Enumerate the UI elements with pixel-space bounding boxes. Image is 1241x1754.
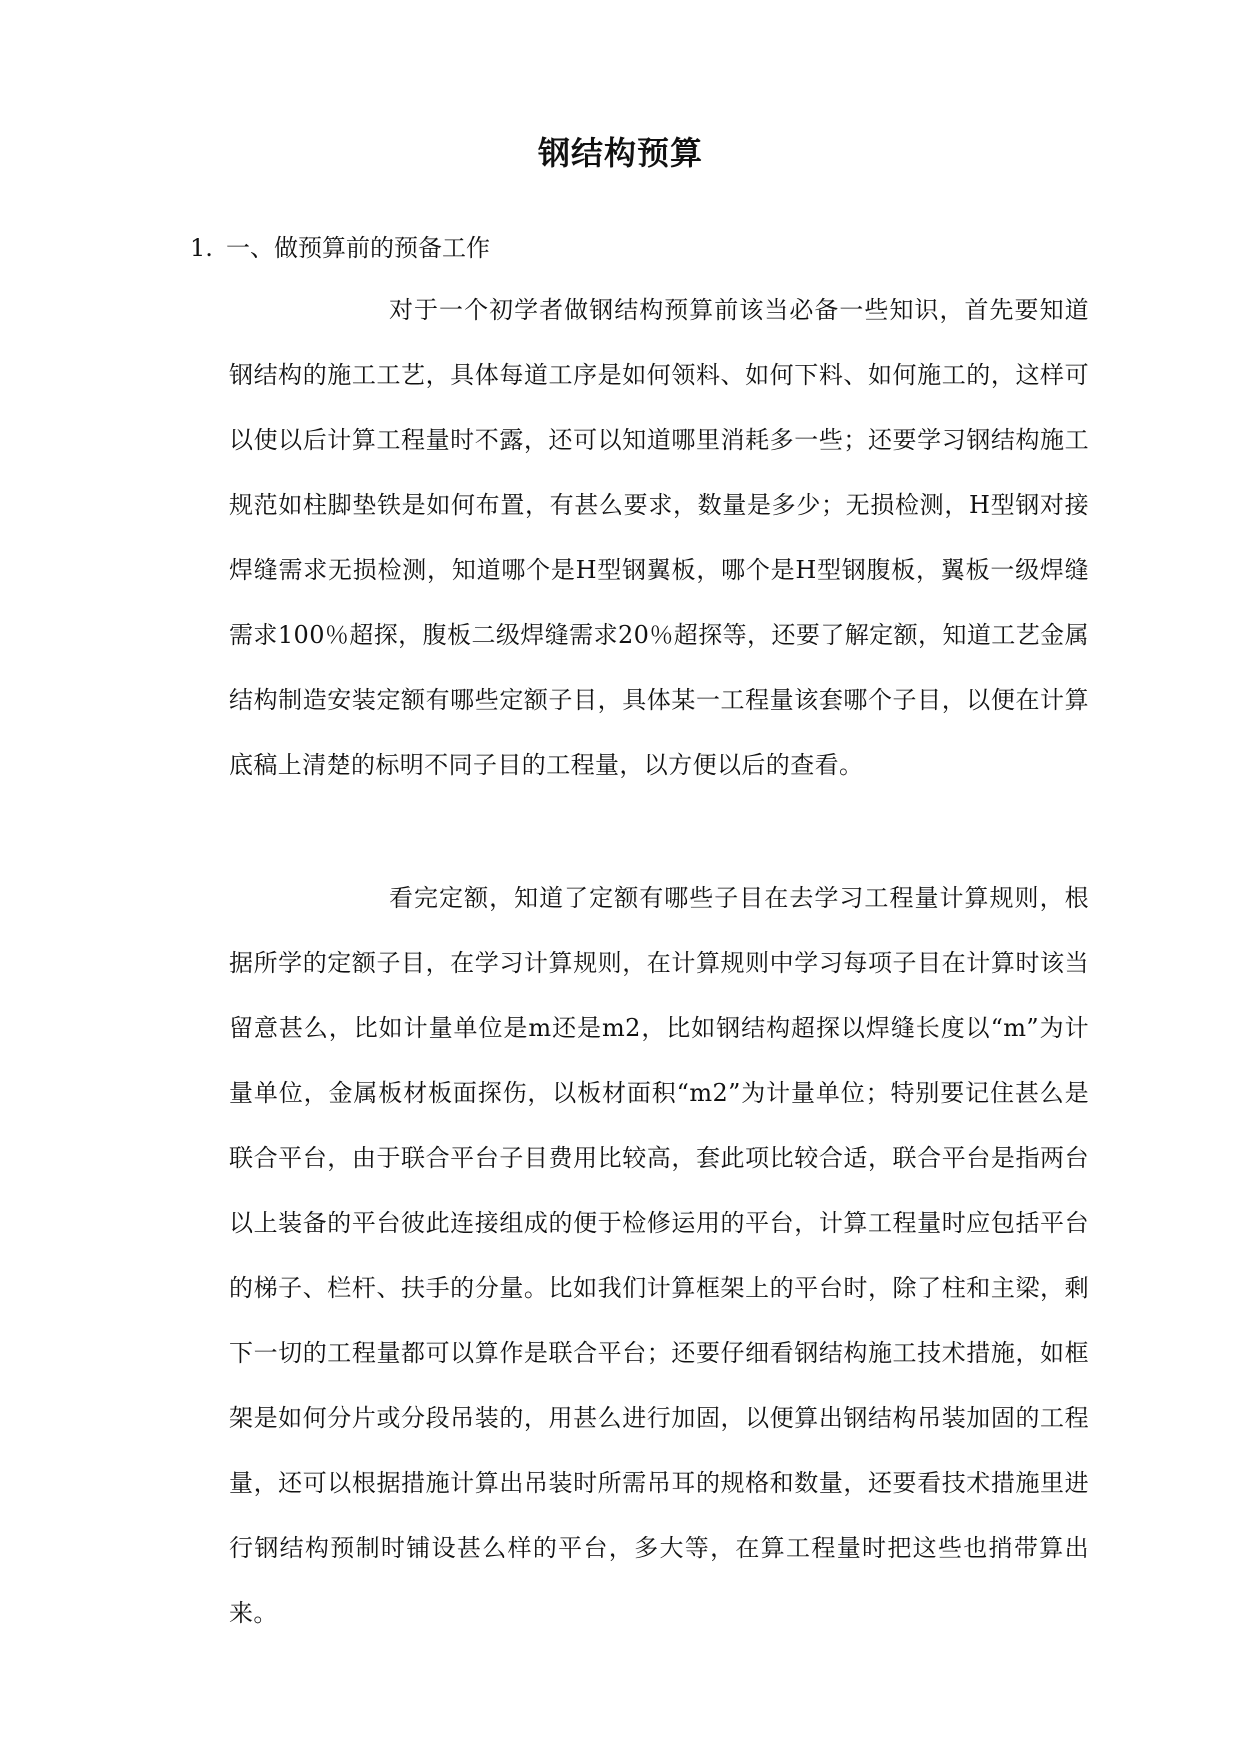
section-number: 1. [190,234,213,262]
section-heading-text: 一、做预算前的预备工作 [226,234,490,262]
section-heading [190,230,490,266]
body-paragraph-2: 看完定额，知道了定额有哪些子目在去学习工程量计算规则，根据所学的定额子目，在学习计算规则，在计算规则中学习每项子目在计算时该当留意甚么，比如计量单位是m还是m2，比如钢结构超探以焊缝长度以“m”为计量单位，金属板材板面探伤，以板材面积“m2”为计量单位；特别要记住甚么是联合平台，由于联合平台子目费用比较高，套此项比较合适，联合平台是指两台以上装备的平台彼此连接组成的便于检修运用的平台，计算工程量时应包括平台的梯子、栏杆、扶手的分量。比如我们计算框架上的平台时，除了柱和主梁，剩下一切的工程量都可以算作是联合平台；还要仔细看钢结构施工技术措施，如框架是如何分片或分段吊装的，用甚么进行加固，以便算出钢结构吊装加固的工程量，还可以根据措施计算出吊装时所需吊耳的规格和数量，还要看技术措施里进行钢结构预制时铺设甚么样的平台，多大等，在算工程量时把这些也捎带算出来。 [229,884,1089,1627]
body-paragraph-1: 对于一个初学者做钢结构预算前该当必备一些知识，首先要知道钢结构的施工工艺，具体每道工序是如何领料、如何下料、如何施工的，这样可以使以后计算工程量时不露，还可以知道哪里消耗多一些；还要学习钢结构施工规范如柱脚垫铁是如何布置，有甚么要求，数量是多少；无损检测，H型钢对接焊缝需求无损检测，知道哪个是H型钢翼板，哪个是H型钢腹板，翼板一级焊缝需求100％超探，腹板二级焊缝需求20％超探等，还要了解定额，知道工艺金属结构制造安装定额有哪些定额子目，具体某一工程量该套哪个子目，以便在计算底稿上清楚的标明不同子目的工程量，以方便以后的查看。 [229,296,1089,779]
document-title: 钢结构预算 [537,134,703,172]
